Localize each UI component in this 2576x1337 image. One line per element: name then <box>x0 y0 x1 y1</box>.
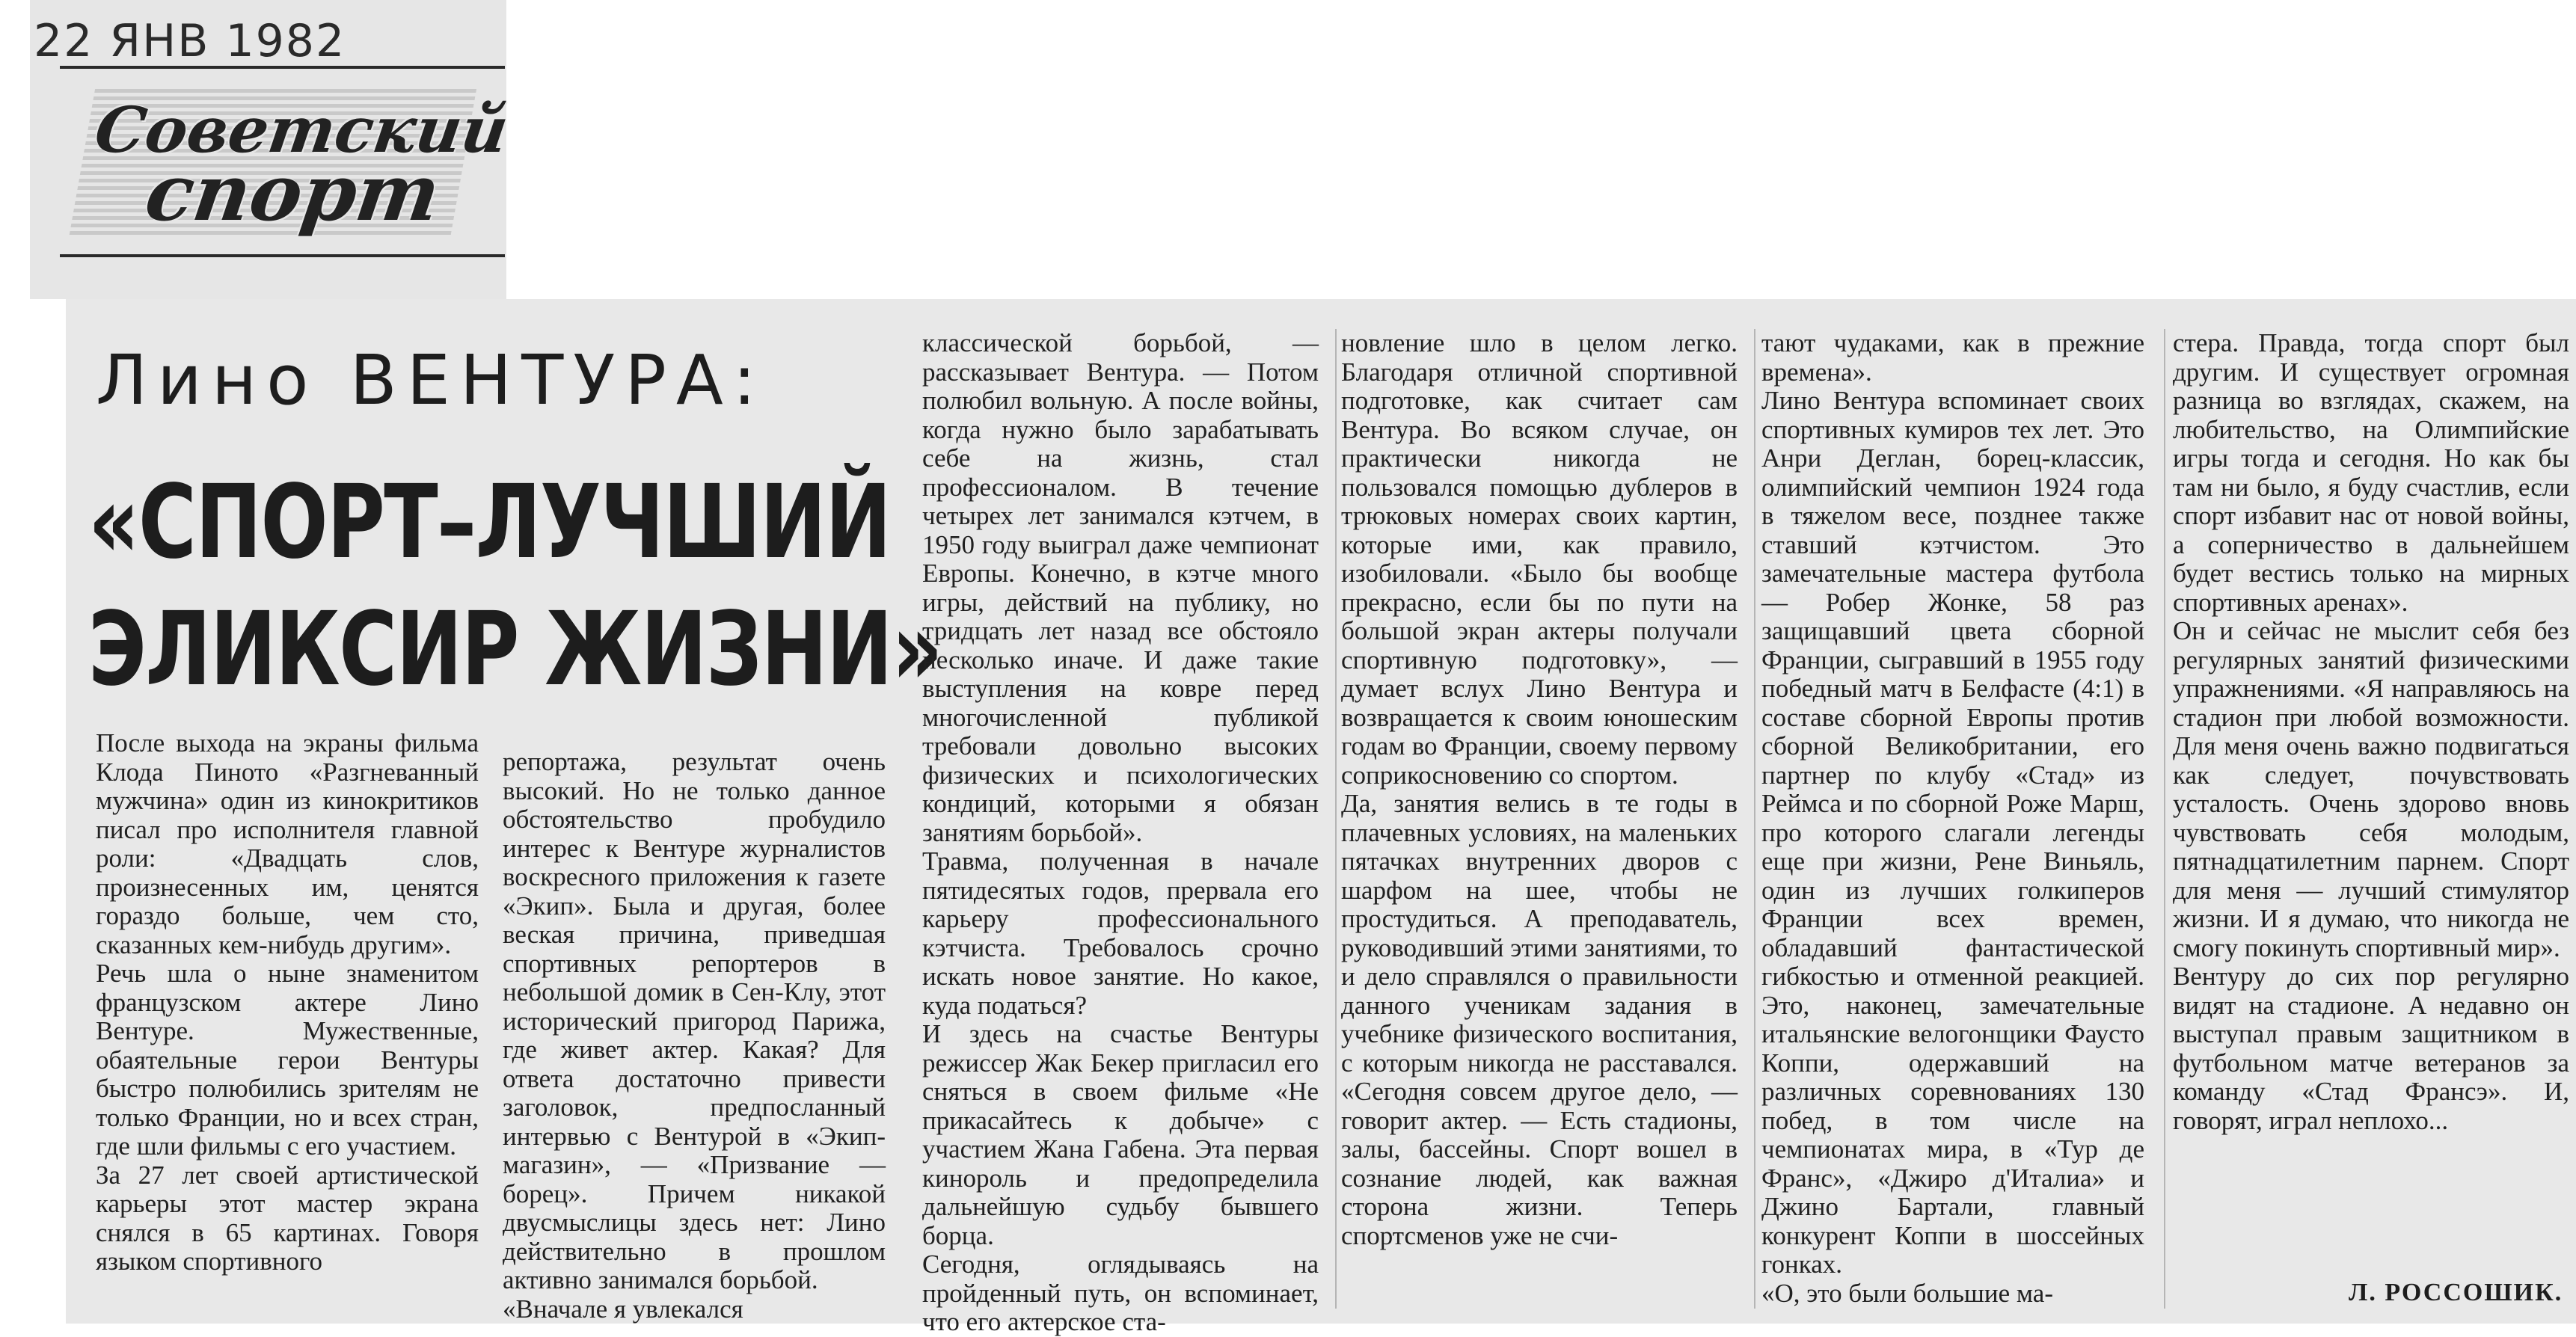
author-signature: Л. РОССОШИК. <box>2349 1279 2563 1306</box>
column-divider <box>2164 329 2165 1309</box>
article-column-4: новление шло в целом легко. Благодаря отличной спортивной подготовке, как считает сам Вентура. Во всяком случае, он практически никогда не пользовался помощью дублеров в трюковых номерах своих картин, которые ими, как правило, изобиловали. «Было бы вообще прекрасно, если бы по пути на большой экран актеры получали спортивную подготовку», — думает вслух Лино Вентура и возвращается к своим юношеским годам во Франции, своему первому соприкосновению со спортом. Да, занятия велись в те годы в плачевных условиях, на маленьких пятачках внутренних дворов с шарфом на шее, чтобы не простудиться. А преподаватель, руководивший этими занятиями, то и дело справлялся о правильности данного ученикам задания в учебнике физического воспитания, с которым никогда не расставался. «Сегодня совсем другое дело, — говорит актер. — Есть стадионы, залы, бассейны. Спорт вошел в сознание людей, как важная сторона жизни. Теперь спортсменов уже не счи- <box>1341 328 1738 1250</box>
article-column-1: После выхода на экраны фильма Клода Пиното «Разгневанный мужчина» один из кинокритиков писал про исполнителя главной роли: «Двадцать слов, произнесенных им, ценятся гораздо больше, чем сто, сказанных кем-нибудь другим». Речь шла о ныне знаменитом французском актере Лино Вентуре. Мужественные, обаятельные герои Вентуры быстро полюбились зрителям не только Франции, но и всех стран, где шли фильмы с его участием. За 27 лет своей артистической карьеры этот мастер экрана снялся в 65 картинах. Говоря языком спортивного <box>96 728 479 1276</box>
article-column-6: стера. Правда, тогда спорт был другим. И существует огромная разница во взглядах, скажем, на любительство, на Олимпийские игры тогда и сегодня. Но как бы там ни было, я буду счастлив, если спорт избавит нас от новой войны, а соперничество в дальнейшем будет вестись только на мирных спортивных аренах». Он и сейчас не мыслит себя без регулярных занятий физическими упражнениями. «Я направляюсь на стадион при любой возможности. Для меня очень важно подвигаться как следует, почувствовать усталость. Очень здорово вновь чувствовать себя молодым, пятнадцатилетним парнем. Спорт для меня — лучший стимулятор жизни. И я думаю, что никогда не смогу покинуть спортивный мир». Вентуру до сих пор регулярно видят на стадионе. А недавно он выступал правым защитником в футбольном матче ветеранов за команду «Стад Франсэ». И, говорят, играл неплохо... <box>2173 328 2569 1135</box>
article-column-2: репортажа, результат очень высокий. Но не только данное обстоятельство пробудило интерес к Вентуре журналистов воскресного приложения к газете «Экип». Была и другая, более веская причина, приведшая спортивных репортеров в небольшой домик в Сен-Клу, этот исторический пригород Парижа, где живет актер. Какая? Для ответа достаточно привести заголовок, предпосланный интервью с Вентурой в «Экип-магазин», — «Призвание — борец». Причем никакой двусмыслицы здесь нет: Лино действительно в прошлом активно занимался борьбой. «Вначале я увлекался <box>503 747 886 1324</box>
column-divider <box>1754 329 1755 1309</box>
headline-line1: «СПОРТ–ЛУЧШИЙ <box>88 464 891 582</box>
date-stamp: 22 ЯНВ 1982 <box>34 15 346 67</box>
article-column-5: тают чудаками, как в прежние времена». Лино Вентура вспоминает своих спортивных кумиров тех лет. Это Анри Деглан, борец-классик, олимпийский чемпион 1924 года в тяжелом весе, позднее также ставший кэтчистом. Это замечательные мастера футбола — Робер Жонке, 58 раз защищавший цвета сборной Франции, сыгравший в 1955 году победный матч в Белфасте (4:1) в составе сборной Европы против сборной Великобритании, его партнер по клубу «Стад» из Реймса и по сборной Роже Марш, про которого слагали легенды еще при жизни, Рене Виньяль, один из лучших голкиперов Франции всех времен, обладавший фантастической гибкостью и отменной реакцией. Это, наконец, замечательные итальянские велогонщики Фаусто Коппи, одержавший на различных соревнованиях 130 побед, в том числе на чемпионатах мира, в «Тур де Франс», «Джиро д'Италиа» и Джино Бартали, главный конкурент Коппи в шоссейных гонках. «О, это были большие ма- <box>1761 328 2144 1308</box>
column-divider <box>1335 329 1337 1309</box>
logo-text-line2: спорт <box>140 147 446 239</box>
article-column-3: классической борьбой, — рассказывает Вентура. — Потом полюбил вольную. А после войны, когда нужно было зарабатывать себе на жизнь, стал профессионалом. В течение четырех лет занимался кэтчем, в 1950 году выиграл даже чемпионат Европы. Конечно, в кэтче много игры, действий на публику, но тридцать лет назад все обстояло несколько иначе. И даже такие выступления на ковре перед многочисленной публикой требовали довольно высоких физических и психологических кондиций, которыми я обязан занятиям борьбой». Травма, полученная в начале пятидесятых годов, прервала его карьеру профессионального кэтчиста. Требовалось срочно искать новое занятие. Но какое, куда податься? И здесь на счастье Вентуры режиссер Жак Бекер пригласил его сняться в своем фильме «Не прикасайтесь к добыче» с участием Жана Габена. Эта первая кинороль и предопределила дальнейшую судьбу бывшего борца. Сегодня, оглядываясь на пройденный путь, он вспоминает, что его актерское ста- <box>922 328 1319 1336</box>
headline-name: Лино ВЕНТУРА: <box>96 340 766 420</box>
headline-line2: ЭЛИКСИР ЖИЗНИ» <box>88 591 942 709</box>
logo-text-line1: Советский <box>91 93 513 167</box>
